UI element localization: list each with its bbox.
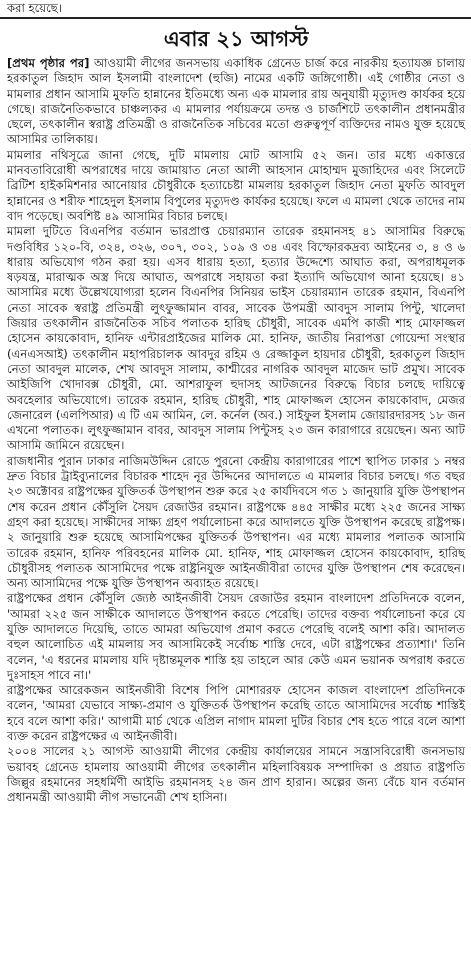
top-divider <box>0 17 471 19</box>
previous-article-tail: করা হয়েছে। <box>7 1 62 15</box>
article-body <box>7 56 465 806</box>
article-paragraph-5: রাষ্ট্রপক্ষের প্রধান কৌঁসুলি জ্যেষ্ঠ আইনজীবী সৈয়দ রেজাউর রহমান বাংলাদেশ প্রতিদিনকে বলেন, 'আমরা ২২৫ জন সাক্ষীকে আদালতে উপস্থাপন করতে পেরেছি। তাদের বক্তব্য পর্যালোচনা করে যে যুক্তি আদালতে দিয়েছি, তাতে আমরা অভিযোগ প্রমাণ করতে পেরেছি বলেই আশা করি। আদালত বহুল আলোচিত এই মামলায় সব আসামিকেই সর্বোচ্চ শাস্তি দেবে, এটা রাষ্ট্রপক্ষের প্রত্যাশা।' তিনি বলেন, 'এ ধরনের মামলায় যদি দৃষ্টান্তমূলক শাস্তি হয় তাহলে আর কেউ এমন ভয়ানক অপরাধ করতে দুঃসাহস পাবে না।' <box>7 591 465 682</box>
continuation-tag: [প্রথম পৃষ্ঠার পর] <box>7 56 90 70</box>
article-paragraph-1 <box>7 56 465 148</box>
article-paragraph-6: রাষ্ট্রপক্ষের আরেকজন আইনজীবী বিশেষ পিপি মোশাররফ হোসেন কাজল বাংলাদেশ প্রতিদিনকে বলেন, 'আমরা যেভাবে সাক্ষ্য-প্রমাণ ও যুক্তিতর্ক উপস্থাপন করেছি তাতে আসামিদের সর্বোচ্চ শাস্তিই হবে বলে আশা করি।' আগামী মার্চ থেকে এপ্রিল নাগাদ মামলা দুটির বিচার শেষ হতে পারে বলে আশা ব্যক্ত করেন রাষ্ট্রপক্ষের এ আইনজীবী। <box>7 683 465 744</box>
paragraph-text: আওয়ামী লীগের জনসভায় একাধিক গ্রেনেড চার্জ করে নারকীয় হত্যাযজ্ঞ চালায় হরকাতুল জিহাদ আল ইসলামী বাংলাদেশ (হুজি) নামের একটি জঙ্গিগোষ্ঠী। এই গোষ্ঠীর নেতা ও মামলার প্রধান আসামি মুফতি হান্নানের ইতিমধ্যে অন্য এক মামলার রায় অনুযায়ী মৃত্যুদণ্ড কার্যকর হয়ে গেছে। রাজনৈতিকভাবে চাঞ্চল্যকর এ মামলার পর্যায়ক্রমে তদন্ত ও চার্জশিটে তৎকালীন প্রধানমন্ত্রীর ছেলে, তৎকালীন স্বরাষ্ট্র প্রতিমন্ত্রী ও রাজনৈতিক সচিবের মতো গুরুত্বপূর্ণ ব্যক্তিদের নামও যুক্ত হয়েছে আসামির তালিকায়। <box>7 56 465 147</box>
article-paragraph-4: রাজধানীর পুরান ঢাকার নাজিমউদ্দিন রোডে পুরনো কেন্দ্রীয় কারাগারের পাশে স্থাপিত ঢাকার ১ নম্বর দ্রুত বিচার ট্রাইব্যুনালের বিচারক শাহেদ নূর উদ্দিনের আদালতে এ মামলার বিচার চলছে। গত বছর ২৩ অক্টোবর রাষ্ট্রপক্ষের যুক্তিতর্ক উপস্থাপন শুরু করে ২৫ কার্যদিবসে গত ১ জানুয়ারি যুক্তি উপস্থাপন শেষ করেন প্রধান কৌঁসুলি সৈয়দ রেজাউর রহমান। রাষ্ট্রপক্ষে ৪৪৫ সাক্ষীর মধ্যে ২২৫ জনের সাক্ষ্য গ্রহণ করা হয়েছে। সাক্ষীদের সাক্ষ্য গ্রহণ পর্যালোচনা করে আদালতে যুক্তি উপস্থাপন করেছে রাষ্ট্রপক্ষ। ২ জানুয়ারি শুরু হয়েছে আসামিপক্ষের যুক্তিতর্ক উপস্থাপন। এর মধ্যে মামলার পলাতক আসামি তারেক রহমান, হানিফ পরিবহনের মালিক মো. হানিফ, শাহ মোফাজ্জল হোসেন কায়কোবাদ, হারিছ চৌধুরীসহ পলাতক আসামিদের পক্ষে রাষ্ট্রনিযুক্ত আইনজীবীরা তাদের যুক্তি উপস্থাপন শেষ করেছেন। অন্য আসামিদের পক্ষে যুক্তি উপস্থাপন অব্যাহত রয়েছে। <box>7 453 465 591</box>
article-paragraph-7: ২০০৪ সালের ২১ আগস্ট আওয়ামী লীগের কেন্দ্রীয় কার্যালয়ের সামনে সন্ত্রাসবিরোধী জনসভায় ভয়াবহ গ্রেনেড হামলায় আওয়ামী লীগের তৎকালীন মহিলাবিষয়ক সম্পাদিকা ও প্রয়াত রাষ্ট্রপতি জিল্লুর রহমানের সহধর্মিণী আইভি রহমানসহ ২৪ জন প্রাণ হারান। অল্পের জন্য বেঁচে যান বর্তমান প্রধানমন্ত্রী আওয়ামী লীগ সভানেত্রী শেখ হাসিনা। <box>7 744 465 805</box>
article-headline: এবার ২১ আগস্ট <box>163 26 309 51</box>
article-paragraph-3: মামলা দুটিতে বিএনপির বর্তমান ভারপ্রাপ্ত চেয়ারম্যান তারেক রহমানসহ ৪১ আসামির বিরুদ্ধে দণ্ডবিধির ১২০-বি, ৩২৪, ৩২৬, ৩০৭, ৩০২, ১০৯ ও ৩৪ এবং বিস্ফোরকদ্রব্য আইনের ৩, ৪ ও ৬ ধারায় অভিযোগ গঠন করা হয়। এসব ধারায় হত্যা, হত্যার উদ্দেশ্যে আঘাত করা, অপরাধমূলক ষড়যন্ত্র, মারাত্মক অস্ত্র দিয়ে আঘাত, অপরাধে সহায়তা করা ইত্যাদি অভিযোগ আনা হয়েছে। ৪১ আসামির মধ্যে উল্লেখযোগ্যরা হলেন বিএনপির সিনিয়র ভাইস চেয়ারম্যান তারেক রহমান, বিএনপি নেতা সাবেক স্বরাষ্ট্র প্রতিমন্ত্রী লুৎফুজ্জামান বাবর, সাবেক উপমন্ত্রী আবদুস সালাম পিন্টু, খালেদা জিয়ার তৎকালীন রাজনৈতিক সচিব পলাতক হারিছ চৌধুরী, সাবেক এমপি কাজী শাহ মোফাজ্জল হোসেন কায়কোবাদ, হানিফ এন্টারপ্রাইজের মালিক মো. হানিফ, জাতীয় নিরাপত্তা গোয়েন্দা সংস্থার (এনএসআই) তৎকালীন মহাপরিচালক আবদুর রহিম ও রেজ্জাকুল হায়দার চৌধুরী, হরকাতুল জিহাদ নেতা আবদুল মালেক, শেখ আবদুস সালাম, কাশ্মীরের নাগরিক আবদুল মাজেদ ভাট প্রমুখ। সাবেক আইজিপি খোদাবক্স চৌধুরী, মো. আশরাফুল হুদাসহ আটজনের বিরুদ্ধে বিচার চলছে দায়িত্বে অবহেলার অভিযোগে। তারেক রহমান, হারিছ চৌধুরী, শাহ মোফাজ্জল হোসেন কায়কোবাদ, মেজর জেনারেল (এলপিআর) এ টি এম আমিন, লে. কর্নেল (অব.) সাইফুল ইসলাম জোয়ারদারসহ ১৮ জন এখনো পলাতক। লুৎফুজ্জামান বাবর, আবদুস সালাম পিন্টুসহ ২৩ জন কারাগারে রয়েছেন। অন্য আট আসামি জামিনে রয়েছেন। <box>7 224 465 453</box>
article-paragraph-2: মামলার নথিসূত্রে জানা গেছে, দুটি মামলায় মোট আসামি ৫২ জন। তার মধ্যে একাত্তরে মানবতাবিরোধী অপরাধের দায়ে জামায়াত নেতা আলী আহসান মোহাম্মদ মুজাহিদের এবং সিলেটে ব্রিটিশ হাইকমিশনার আনোয়ার চৌধুরীকে হত্যাচেষ্টা মামলায় হরকাতুল জিহাদ নেতা মুফতি আবদুল হান্নানের ও শরীফ শাহেদুল ইসলাম বিপুলের মৃত্যুদণ্ড কার্যকর হয়েছে। ফলে এ মামলা থেকে তাদের নাম বাদ পড়েছে। অবশিষ্ট ৪৯ আসামির বিচার চলছে। <box>7 147 465 223</box>
